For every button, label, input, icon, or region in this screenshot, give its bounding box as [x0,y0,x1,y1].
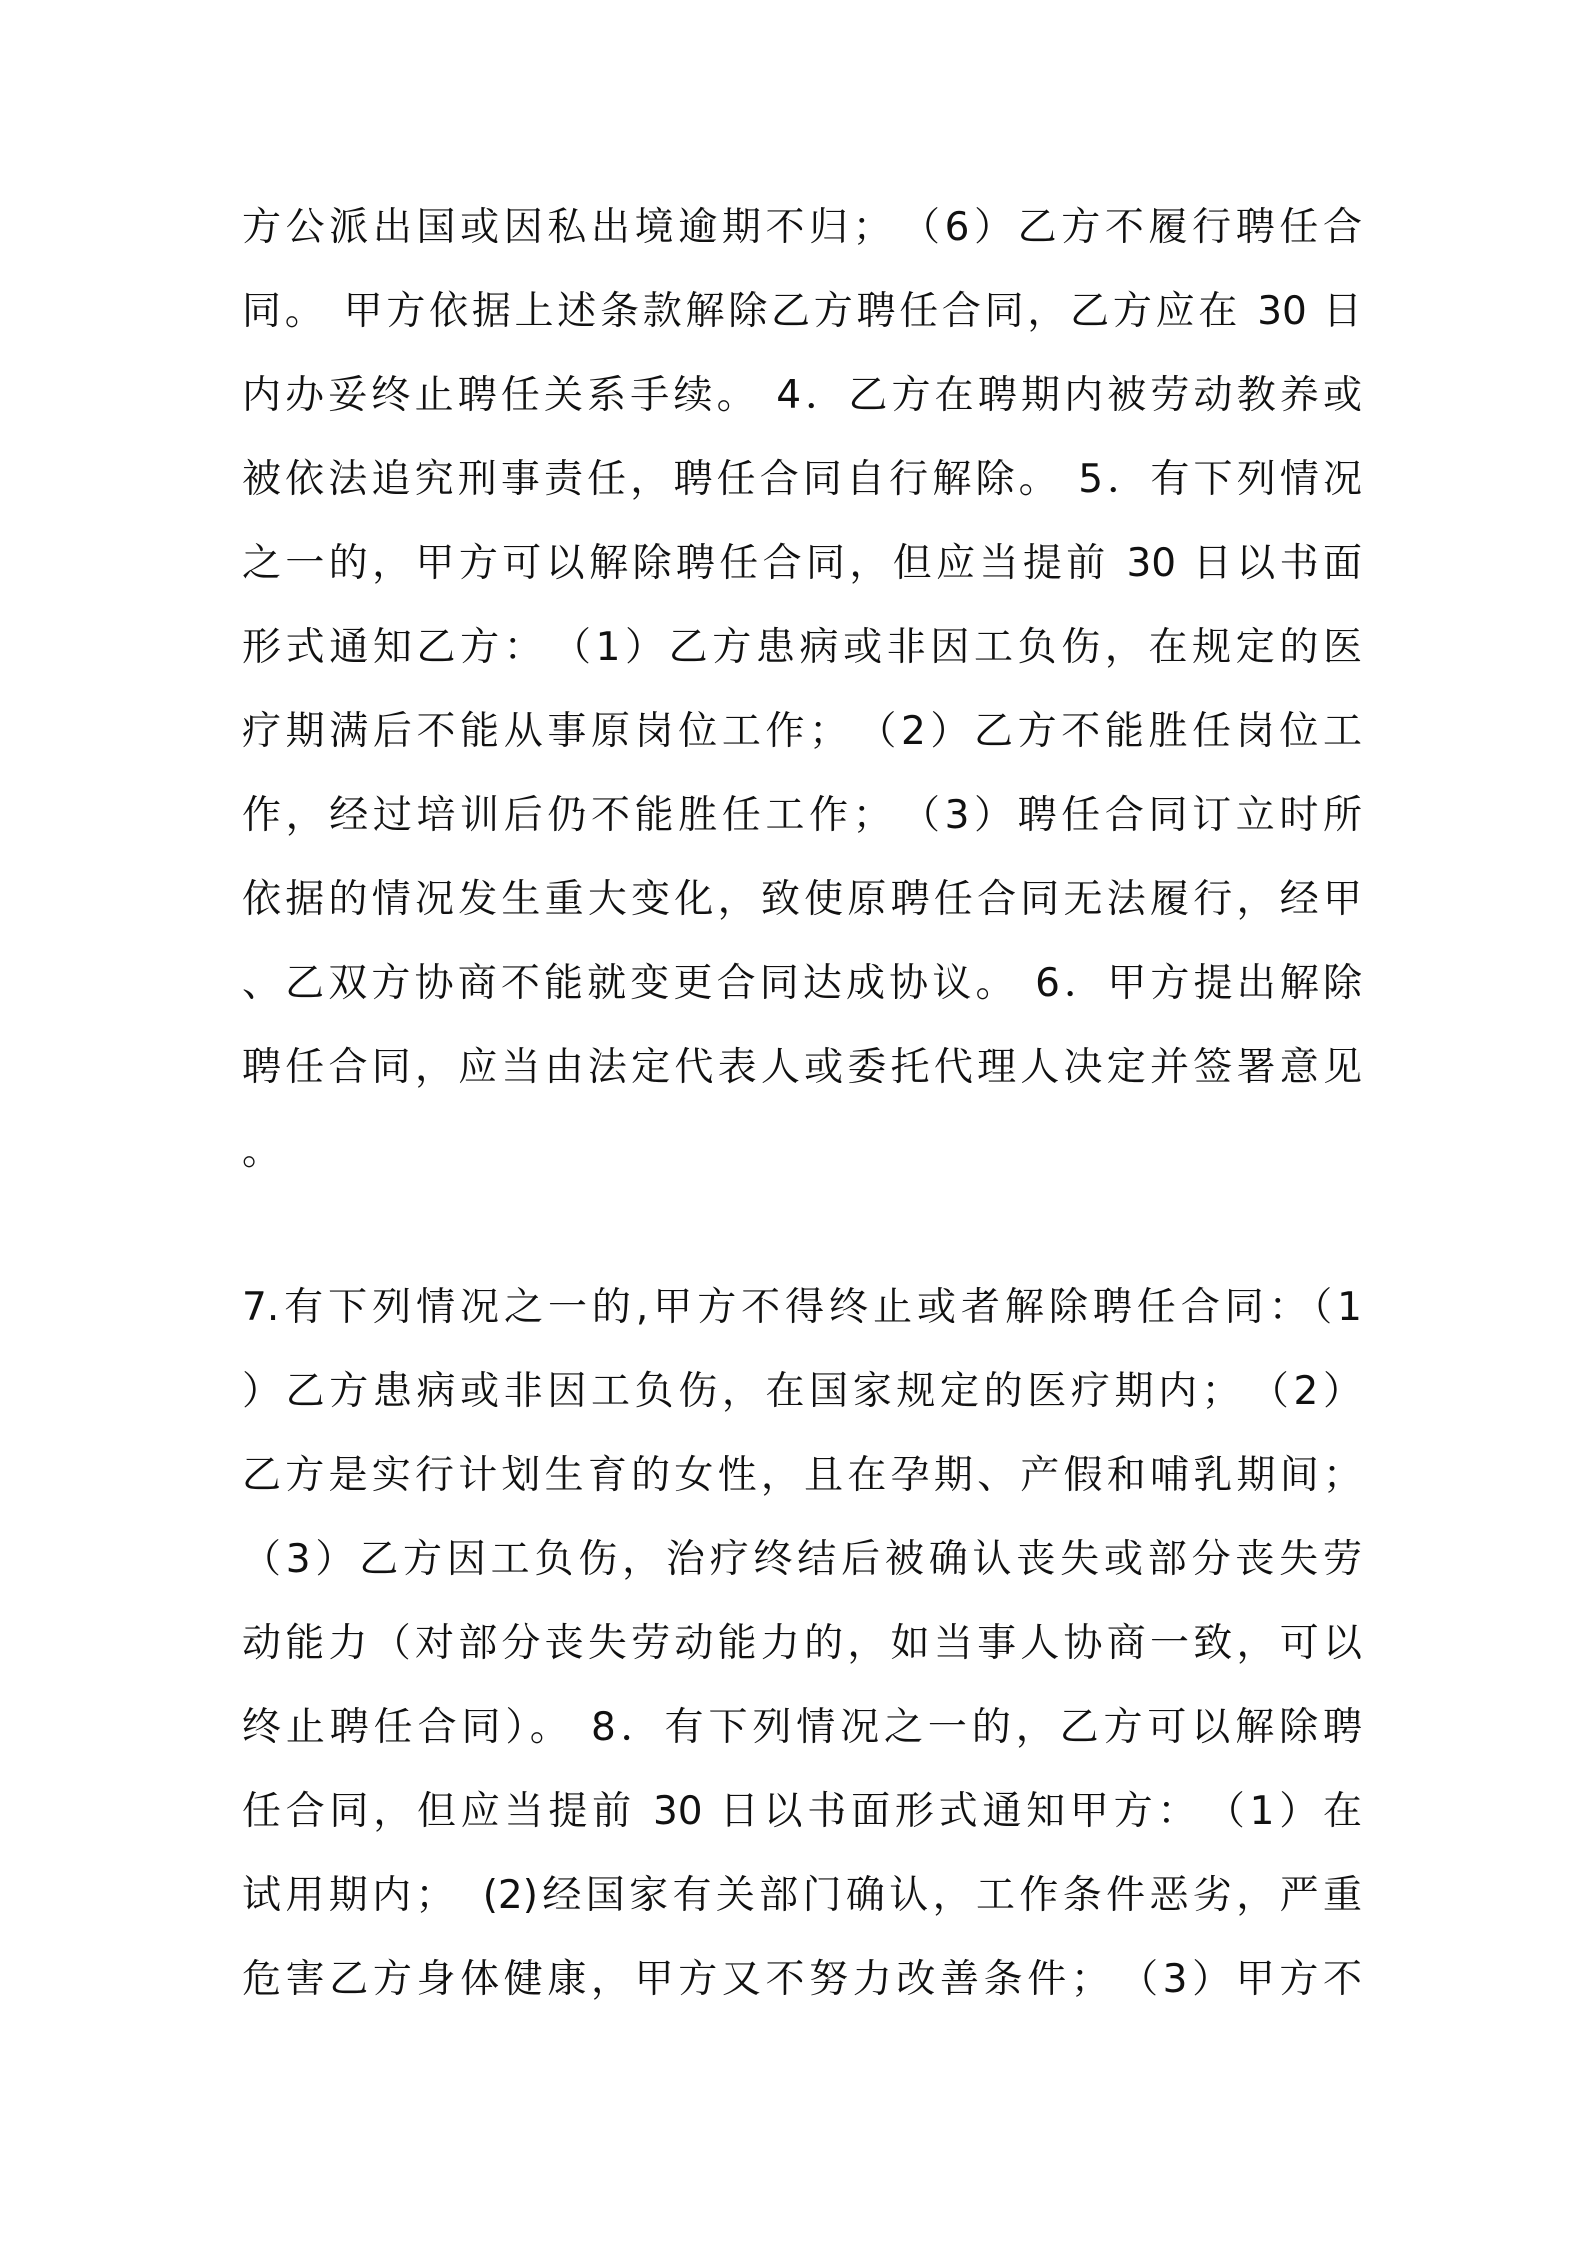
text-line: 。 [242,1129,282,1174]
text-line: 乙方是实行计划生育的女性，且在孕期、产假和哺乳期间； [242,1453,1362,1498]
text-line: 、乙双方协商不能就变更合同达成协议。 6．甲方提出解除 [242,961,1362,1006]
text-line: 依据的情况发生重大变化，致使原聘任合同无法履行，经甲 [242,877,1362,922]
text-line: 同。 甲方依据上述条款解除乙方聘任合同，乙方应在 30 日 [242,289,1362,334]
text-line: 动能力（对部分丧失劳动能力的，如当事人协商一致，可以 [242,1621,1362,1666]
text-line: 疗期满后不能从事原岗位工作； （2）乙方不能胜任岗位工 [242,709,1362,754]
text-line: 形式通知乙方： （1）乙方患病或非因工负伤，在规定的医 [242,625,1362,670]
text-line: 之一的，甲方可以解除聘任合同，但应当提前 30 日以书面 [242,541,1362,586]
text-line: 方公派出国或因私出境逾期不归； （6）乙方不履行聘任合 [242,205,1362,250]
text-line: （3）乙方因工负伤，治疗终结后被确认丧失或部分丧失劳 [242,1537,1362,1582]
text-line: 作，经过培训后仍不能胜任工作； （3）聘任合同订立时所 [242,793,1362,838]
text-line: 内办妥终止聘任关系手续。 4．乙方在聘期内被劳动教养或 [242,373,1362,418]
text-line: 危害乙方身体健康，甲方又不努力改善条件； （3）甲方不 [242,1957,1362,2002]
text-line: 7.有下列情况之一的,甲方不得终止或者解除聘任合同：（1 [242,1285,1362,1330]
text-line: 被依法追究刑事责任，聘任合同自行解除。 5．有下列情况 [242,457,1362,502]
text-line: ）乙方患病或非因工负伤，在国家规定的医疗期内； （2） [242,1369,1362,1414]
text-line: 任合同，但应当提前 30 日以书面形式通知甲方： （1）在 [242,1789,1362,1834]
text-line: 终止聘任合同）。 8．有下列情况之一的，乙方可以解除聘 [242,1705,1362,1750]
text-line: 聘任合同，应当由法定代表人或委托代理人决定并签署意见 [242,1045,1362,1090]
text-line: 试用期内； (2)经国家有关部门确认，工作条件恶劣，严重 [242,1873,1362,1918]
